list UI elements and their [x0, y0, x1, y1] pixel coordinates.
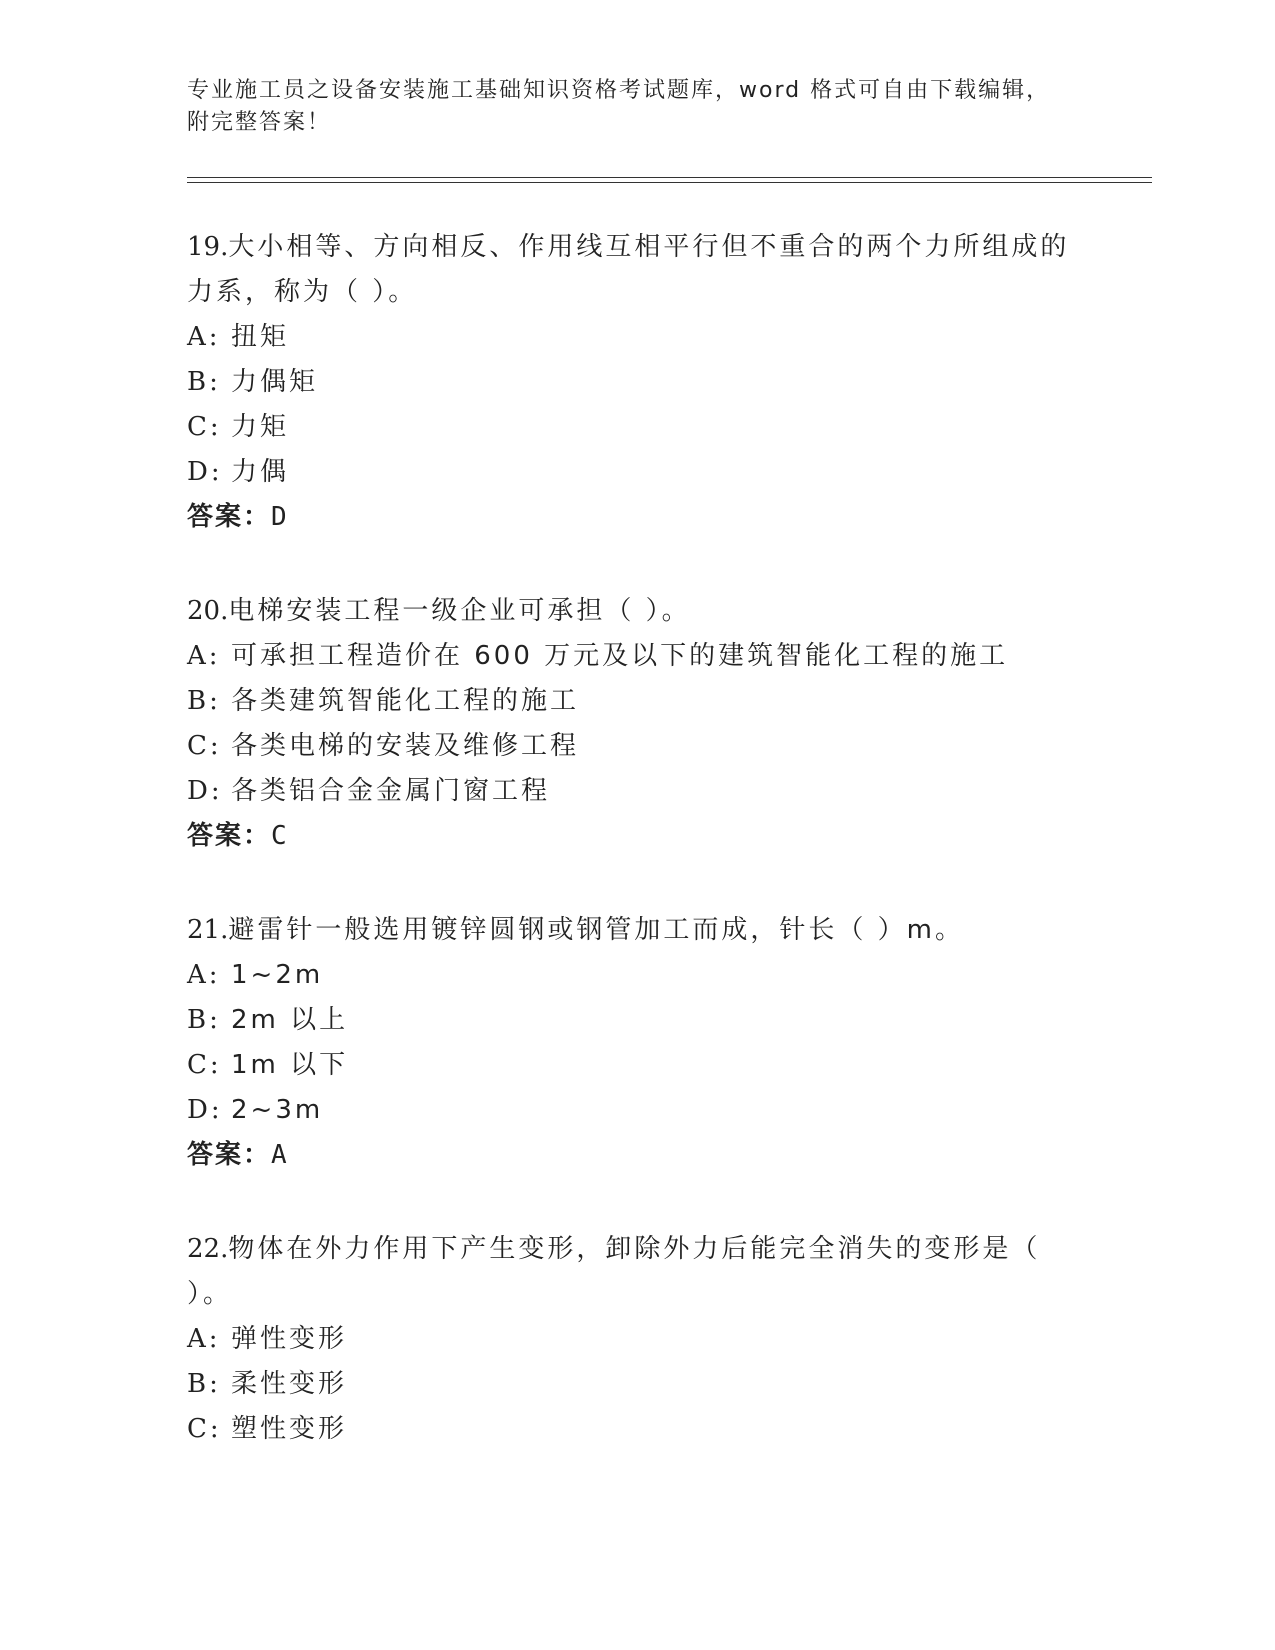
option-d [187, 450, 1087, 495]
option-letter: D: [187, 1095, 223, 1125]
question-21 [187, 908, 1087, 1178]
option-text: 力偶 [231, 457, 290, 487]
question-text-line-1: 物体在外力作用下产生变形，卸除外力后能完全消失的变形是（ [228, 1234, 1041, 1264]
question-text [187, 225, 1087, 270]
option-letter: A: [187, 322, 221, 352]
question-text [187, 908, 1087, 953]
option-letter: A: [187, 641, 221, 671]
header-divider-bottom [187, 182, 1152, 183]
option-letter: C: [187, 731, 222, 761]
option-letter: C: [187, 1414, 222, 1444]
question-text-line-1: 大小相等、方向相反、作用线互相平行但不重合的两个力所组成的 [228, 232, 1070, 262]
option-text: 力偶矩 [231, 367, 319, 397]
option-letter: A: [187, 1324, 221, 1354]
answer-line [187, 1133, 1087, 1178]
answer-value: D [271, 502, 289, 532]
header-divider-top [187, 177, 1152, 178]
option-text: 各类铝合金金属门窗工程 [231, 776, 551, 806]
answer-value: C [271, 821, 289, 851]
answer-value: A [271, 1140, 289, 1170]
option-a [187, 953, 1087, 998]
option-letter: C: [187, 1050, 222, 1080]
option-text: 可承担工程造价在 600 万元及以下的建筑智能化工程的施工 [231, 641, 1009, 671]
question-text-line-1: 避雷针一般选用镀锌圆钢或钢管加工而成，针长（ ）m。 [228, 915, 964, 945]
option-a [187, 1317, 1087, 1362]
option-text: 2m 以上 [231, 1005, 349, 1035]
answer-label: 答案： [187, 502, 272, 532]
question-text [187, 1227, 1087, 1272]
option-c [187, 405, 1087, 450]
header-line-1: 专业施工员之设备安装施工基础知识资格考试题库，word 格式可自由下载编辑， [187, 78, 1051, 103]
question-text-line-2: 力系，称为（ ）。 [187, 277, 418, 307]
document-header [187, 75, 1087, 139]
option-a [187, 634, 1087, 679]
answer-label: 答案： [187, 821, 272, 851]
option-text: 各类电梯的安装及维修工程 [231, 731, 580, 761]
option-text: 弹性变形 [231, 1324, 348, 1354]
option-b [187, 998, 1087, 1043]
option-b [187, 1362, 1087, 1407]
option-text: 扭矩 [231, 322, 290, 352]
option-letter: B: [187, 1005, 221, 1035]
option-letter: B: [187, 367, 221, 397]
option-text: 1m 以下 [231, 1050, 349, 1080]
question-number: 20. [187, 596, 229, 626]
option-c [187, 1043, 1087, 1088]
option-text: 2~3m [231, 1095, 324, 1125]
option-letter: D: [187, 457, 223, 487]
question-text [187, 589, 1087, 634]
option-c [187, 724, 1087, 769]
option-text: 柔性变形 [231, 1369, 348, 1399]
question-number: 21. [187, 915, 229, 945]
question-text-line-2: ）。 [187, 1279, 233, 1309]
option-text: 各类建筑智能化工程的施工 [231, 686, 580, 716]
option-letter: B: [187, 1369, 221, 1399]
option-b [187, 679, 1087, 724]
option-text: 1~2m [231, 960, 324, 990]
option-d [187, 769, 1087, 814]
header-line-2: 附完整答案！ [187, 110, 332, 135]
answer-label: 答案： [187, 1140, 272, 1170]
question-text-line-1: 电梯安装工程一级企业可承担（ ）。 [228, 596, 691, 626]
option-c [187, 1407, 1087, 1452]
answer-line [187, 814, 1087, 859]
question-20 [187, 589, 1087, 859]
option-letter: A: [187, 960, 221, 990]
option-d [187, 1088, 1087, 1133]
answer-line [187, 495, 1087, 540]
question-22 [187, 1227, 1087, 1452]
option-letter: B: [187, 686, 221, 716]
question-19 [187, 225, 1087, 540]
question-number: 22. [187, 1234, 229, 1264]
option-letter: D: [187, 776, 223, 806]
option-text: 塑性变形 [231, 1414, 348, 1444]
option-b [187, 360, 1087, 405]
question-number: 19. [187, 232, 229, 262]
option-text: 力矩 [231, 412, 290, 442]
option-letter: C: [187, 412, 222, 442]
option-a [187, 315, 1087, 360]
